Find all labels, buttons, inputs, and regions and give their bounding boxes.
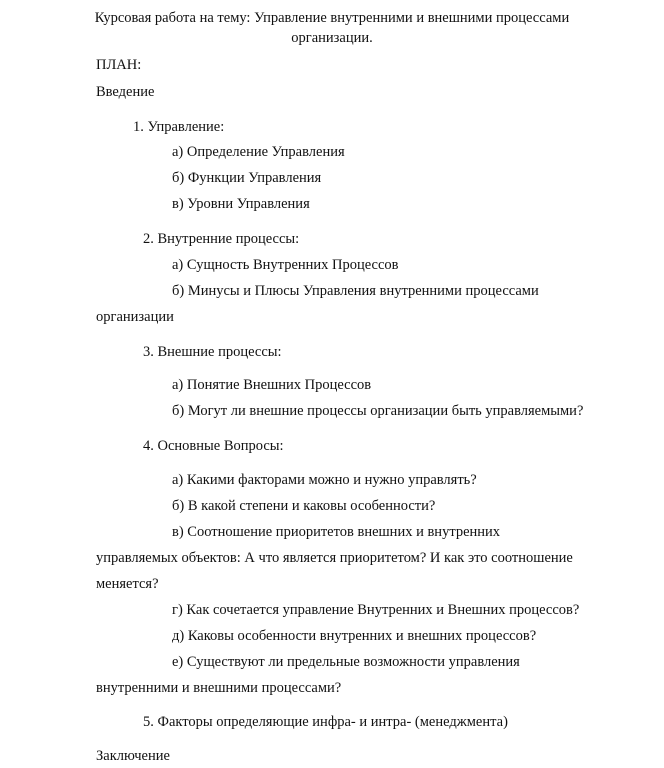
section-2-item-b: б) Минусы и Плюсы Управления внутренними процессами (172, 283, 539, 299)
section-2-heading: 2. Внутренние процессы: (143, 231, 300, 247)
section-1-heading: 1. Управление: (133, 119, 225, 135)
section-3-item-a: а) Понятие Внешних Процессов (172, 377, 372, 393)
section-4-item-a: а) Какими факторами можно и нужно управлять? (172, 472, 477, 488)
section-1-item-b: б) Функции Управления (172, 170, 322, 186)
document-title-line-2: организации. (291, 30, 373, 46)
plan-label: ПЛАН: (96, 57, 142, 73)
section-3-item-b: б) Могут ли внешние процессы организации быть управляемыми? (172, 403, 584, 419)
section-1-item-c: в) Уровни Управления (172, 196, 310, 212)
section-4-item-c: в) Соотношение приоритетов внешних и внутренних (172, 524, 501, 540)
section-4-item-f: е) Существуют ли предельные возможности управления (172, 654, 520, 670)
document-title-line-1: Курсовая работа на тему: Управление внутренними и внешними процессами (94, 10, 570, 26)
section-5-heading: 5. Факторы определяющие инфра- и интра- (менеджмента) (143, 714, 508, 730)
section-4-item-b: б) В какой степени и каковы особенности? (172, 498, 436, 514)
section-4-item-e: д) Каковы особенности внутренних и внешних процессов? (172, 628, 537, 644)
section-4-item-d: г) Как сочетается управление Внутренних и Внешних процессов? (172, 602, 580, 618)
section-4-item-c-continued-2: меняется? (96, 576, 159, 592)
section-3-heading: 3. Внешние процессы: (143, 344, 282, 360)
conclusion-heading: Заключение (96, 748, 170, 764)
section-2-item-a: а) Сущность Внутренних Процессов (172, 257, 399, 273)
intro-heading: Введение (96, 84, 155, 100)
section-4-item-c-continued-1: управляемых объектов: А что является приоритетом? И как это соотношение (96, 550, 573, 566)
section-4-heading: 4. Основные Вопросы: (143, 438, 284, 454)
section-1-item-a: а) Определение Управления (172, 144, 345, 160)
section-2-item-b-continued: организации (96, 309, 174, 325)
section-4-item-f-continued: внутренними и внешними процессами? (96, 680, 342, 696)
